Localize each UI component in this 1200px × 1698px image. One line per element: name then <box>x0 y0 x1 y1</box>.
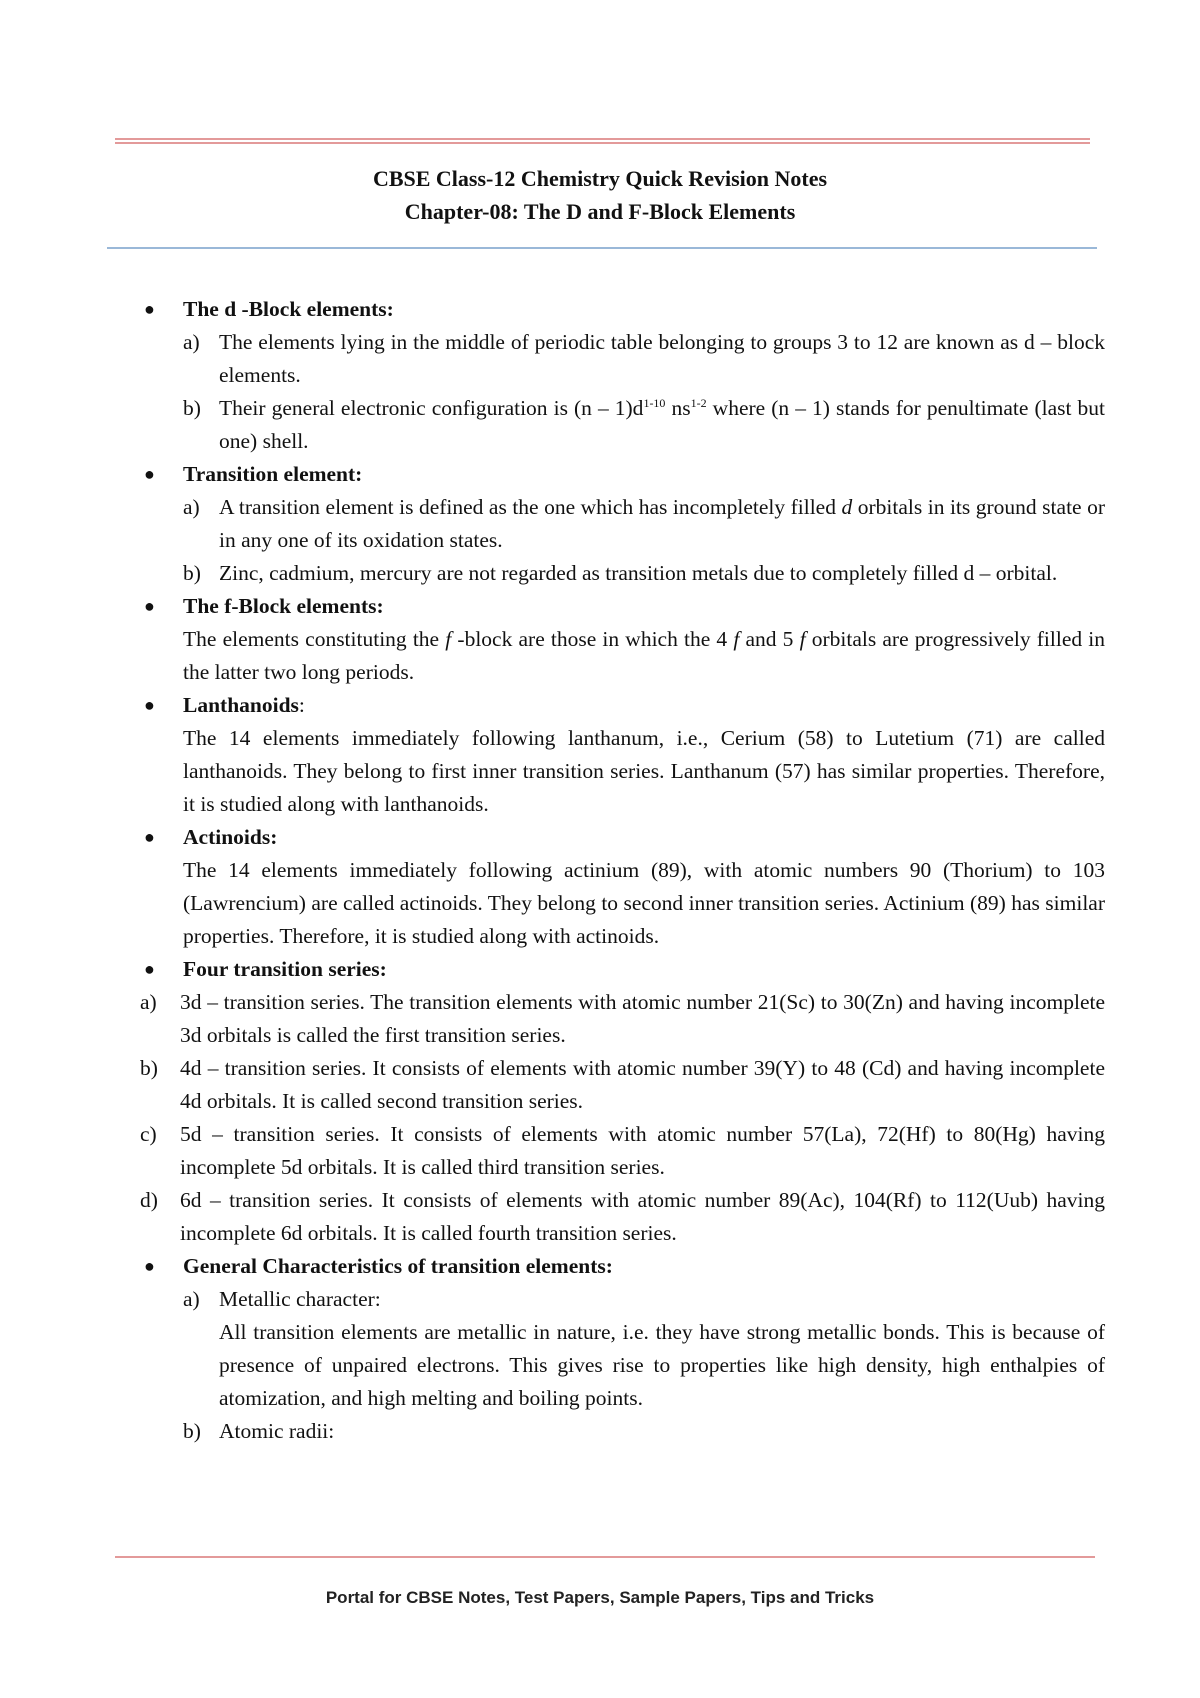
header-divider <box>107 247 1097 249</box>
bullet-icon: ● <box>144 695 155 715</box>
list-item <box>183 326 1105 392</box>
item-text: 3d – transition series. The transition elements with atomic number 21(Sc) to 30(Zn) and having incomplete 3d orbitals is called the first transition series. <box>180 990 1105 1047</box>
top-divider <box>115 138 1090 144</box>
section-actinoids <box>140 821 1105 953</box>
item-label: d) <box>140 1188 158 1212</box>
list-item <box>183 392 1105 458</box>
item-text-start: Their general electronic configuration is (n – 1)d <box>219 396 644 420</box>
item-text-end: orbitals in its ground state or in any one of its oxidation states. <box>219 495 1105 552</box>
bullet-icon: ● <box>144 596 155 616</box>
item-text-start: A transition element is defined as the one which has incompletely filled <box>219 495 842 519</box>
item-text: The elements lying in the middle of periodic table belonging to groups 3 to 12 are known as d – block elements. <box>219 330 1105 387</box>
item-text: 5d – transition series. It consists of elements with atomic number 57(La), 72(Hf) to 80(Hg) having incomplete 5d orbitals. It is called third transition series. <box>180 1122 1105 1179</box>
item-text: 6d – transition series. It consists of elements with atomic number 89(Ac), 104(Rf) to 112(Uub) having incomplete 6d orbitals. It is called fourth transition series. <box>180 1188 1105 1245</box>
section-title: Lanthanoids <box>183 693 299 717</box>
text-segment: and 5 <box>739 627 800 651</box>
section-title: Four transition series: <box>183 957 387 981</box>
section-heading <box>183 689 1105 722</box>
item-text: Zinc, cadmium, mercury are not regarded as transition metals due to completely filled d – orbital. <box>219 561 1058 585</box>
section-f-block <box>140 590 1105 689</box>
item-text: 4d – transition series. It consists of elements with atomic number 39(Y) to 48 (Cd) and having incomplete 4d orbitals. It is called second transition series. <box>180 1056 1105 1113</box>
item-label: b) <box>183 1419 201 1443</box>
item-label: a) <box>183 330 200 354</box>
item-text: All transition elements are metallic in nature, i.e. they have strong metallic bonds. This is because of presence of unpaired electrons. This gives rise to properties like high density, high enthalpies of atomization, and high melting and boiling points. <box>219 1320 1105 1410</box>
section-title: The f-Block elements: <box>183 594 384 618</box>
item-heading: Atomic radii: <box>219 1419 335 1443</box>
list-item <box>183 491 1105 557</box>
bullet-icon: ● <box>144 959 155 979</box>
section-paragraph <box>183 623 1105 689</box>
item-heading: Metallic character: <box>219 1287 381 1311</box>
list-item <box>140 1052 1105 1118</box>
section-title: The d -Block elements: <box>183 297 394 321</box>
italic-symbol: d <box>841 495 853 519</box>
superscript: 1-10 <box>643 396 666 410</box>
text-segment: orbitals are progressively filled in the latter two long periods. <box>183 627 1106 684</box>
bullet-icon: ● <box>144 827 155 847</box>
section-title: Actinoids: <box>183 825 278 849</box>
list-item <box>140 1184 1105 1250</box>
item-label: a) <box>140 990 157 1014</box>
item-label: b) <box>183 396 201 420</box>
section-paragraph: The 14 elements immediately following actinium (89), with atomic numbers 90 (Thorium) to 103 (Lawrencium) are called actinoids. They belong to second inner transition series. Actinium (89) has similar properties. Therefore, it is studied along with actinoids. <box>183 858 1105 948</box>
title-colon: : <box>298 693 305 717</box>
section-d-block <box>140 293 1105 458</box>
list-item <box>183 1283 1105 1415</box>
italic-symbol: f <box>799 627 806 651</box>
item-text-end: where (n – 1) stands for penultimate (last but one) shell. <box>219 396 1105 453</box>
document-header <box>0 162 1200 228</box>
item-text-mid: ns <box>665 396 691 420</box>
footer-divider <box>115 1556 1095 1558</box>
text-segment: The elements constituting the <box>183 627 446 651</box>
text-segment: -block are those in which the 4 <box>451 627 734 651</box>
list-item <box>183 1415 1105 1448</box>
section-title: General Characteristics of transition elements: <box>183 1254 613 1278</box>
header-chapter: Chapter-08: The D and F-Block Elements <box>404 199 796 224</box>
item-label: a) <box>183 495 200 519</box>
bullet-icon: ● <box>144 464 155 484</box>
italic-symbol: f <box>445 627 452 651</box>
bullet-icon: ● <box>144 299 155 319</box>
list-item <box>140 986 1105 1052</box>
list-item <box>183 557 1105 590</box>
list-item <box>140 1118 1105 1184</box>
item-label: b) <box>140 1056 158 1080</box>
section-paragraph: The 14 elements immediately following lanthanum, i.e., Cerium (58) to Lutetium (71) are called lanthanoids. They belong to first inner transition series. Lanthanum (57) has similar properties. Therefore, it is studied along with lanthanoids. <box>183 726 1105 816</box>
item-label: a) <box>183 1287 200 1311</box>
section-title: Transition element: <box>183 462 363 486</box>
header-title: CBSE Class-12 Chemistry Quick Revision Notes <box>372 166 828 191</box>
section-transition-series <box>140 953 1105 1250</box>
superscript: 1-2 <box>690 396 707 410</box>
italic-symbol: f <box>733 627 740 651</box>
page-footer: Portal for CBSE Notes, Test Papers, Sample Papers, Tips and Tricks <box>325 1588 875 1607</box>
item-label: c) <box>140 1122 157 1146</box>
bullet-icon: ● <box>144 1256 155 1276</box>
item-label: b) <box>183 561 201 585</box>
section-lanthanoids <box>140 689 1105 821</box>
section-transition-element <box>140 458 1105 590</box>
section-general-characteristics <box>140 1250 1105 1448</box>
notes-content <box>140 293 1105 1448</box>
